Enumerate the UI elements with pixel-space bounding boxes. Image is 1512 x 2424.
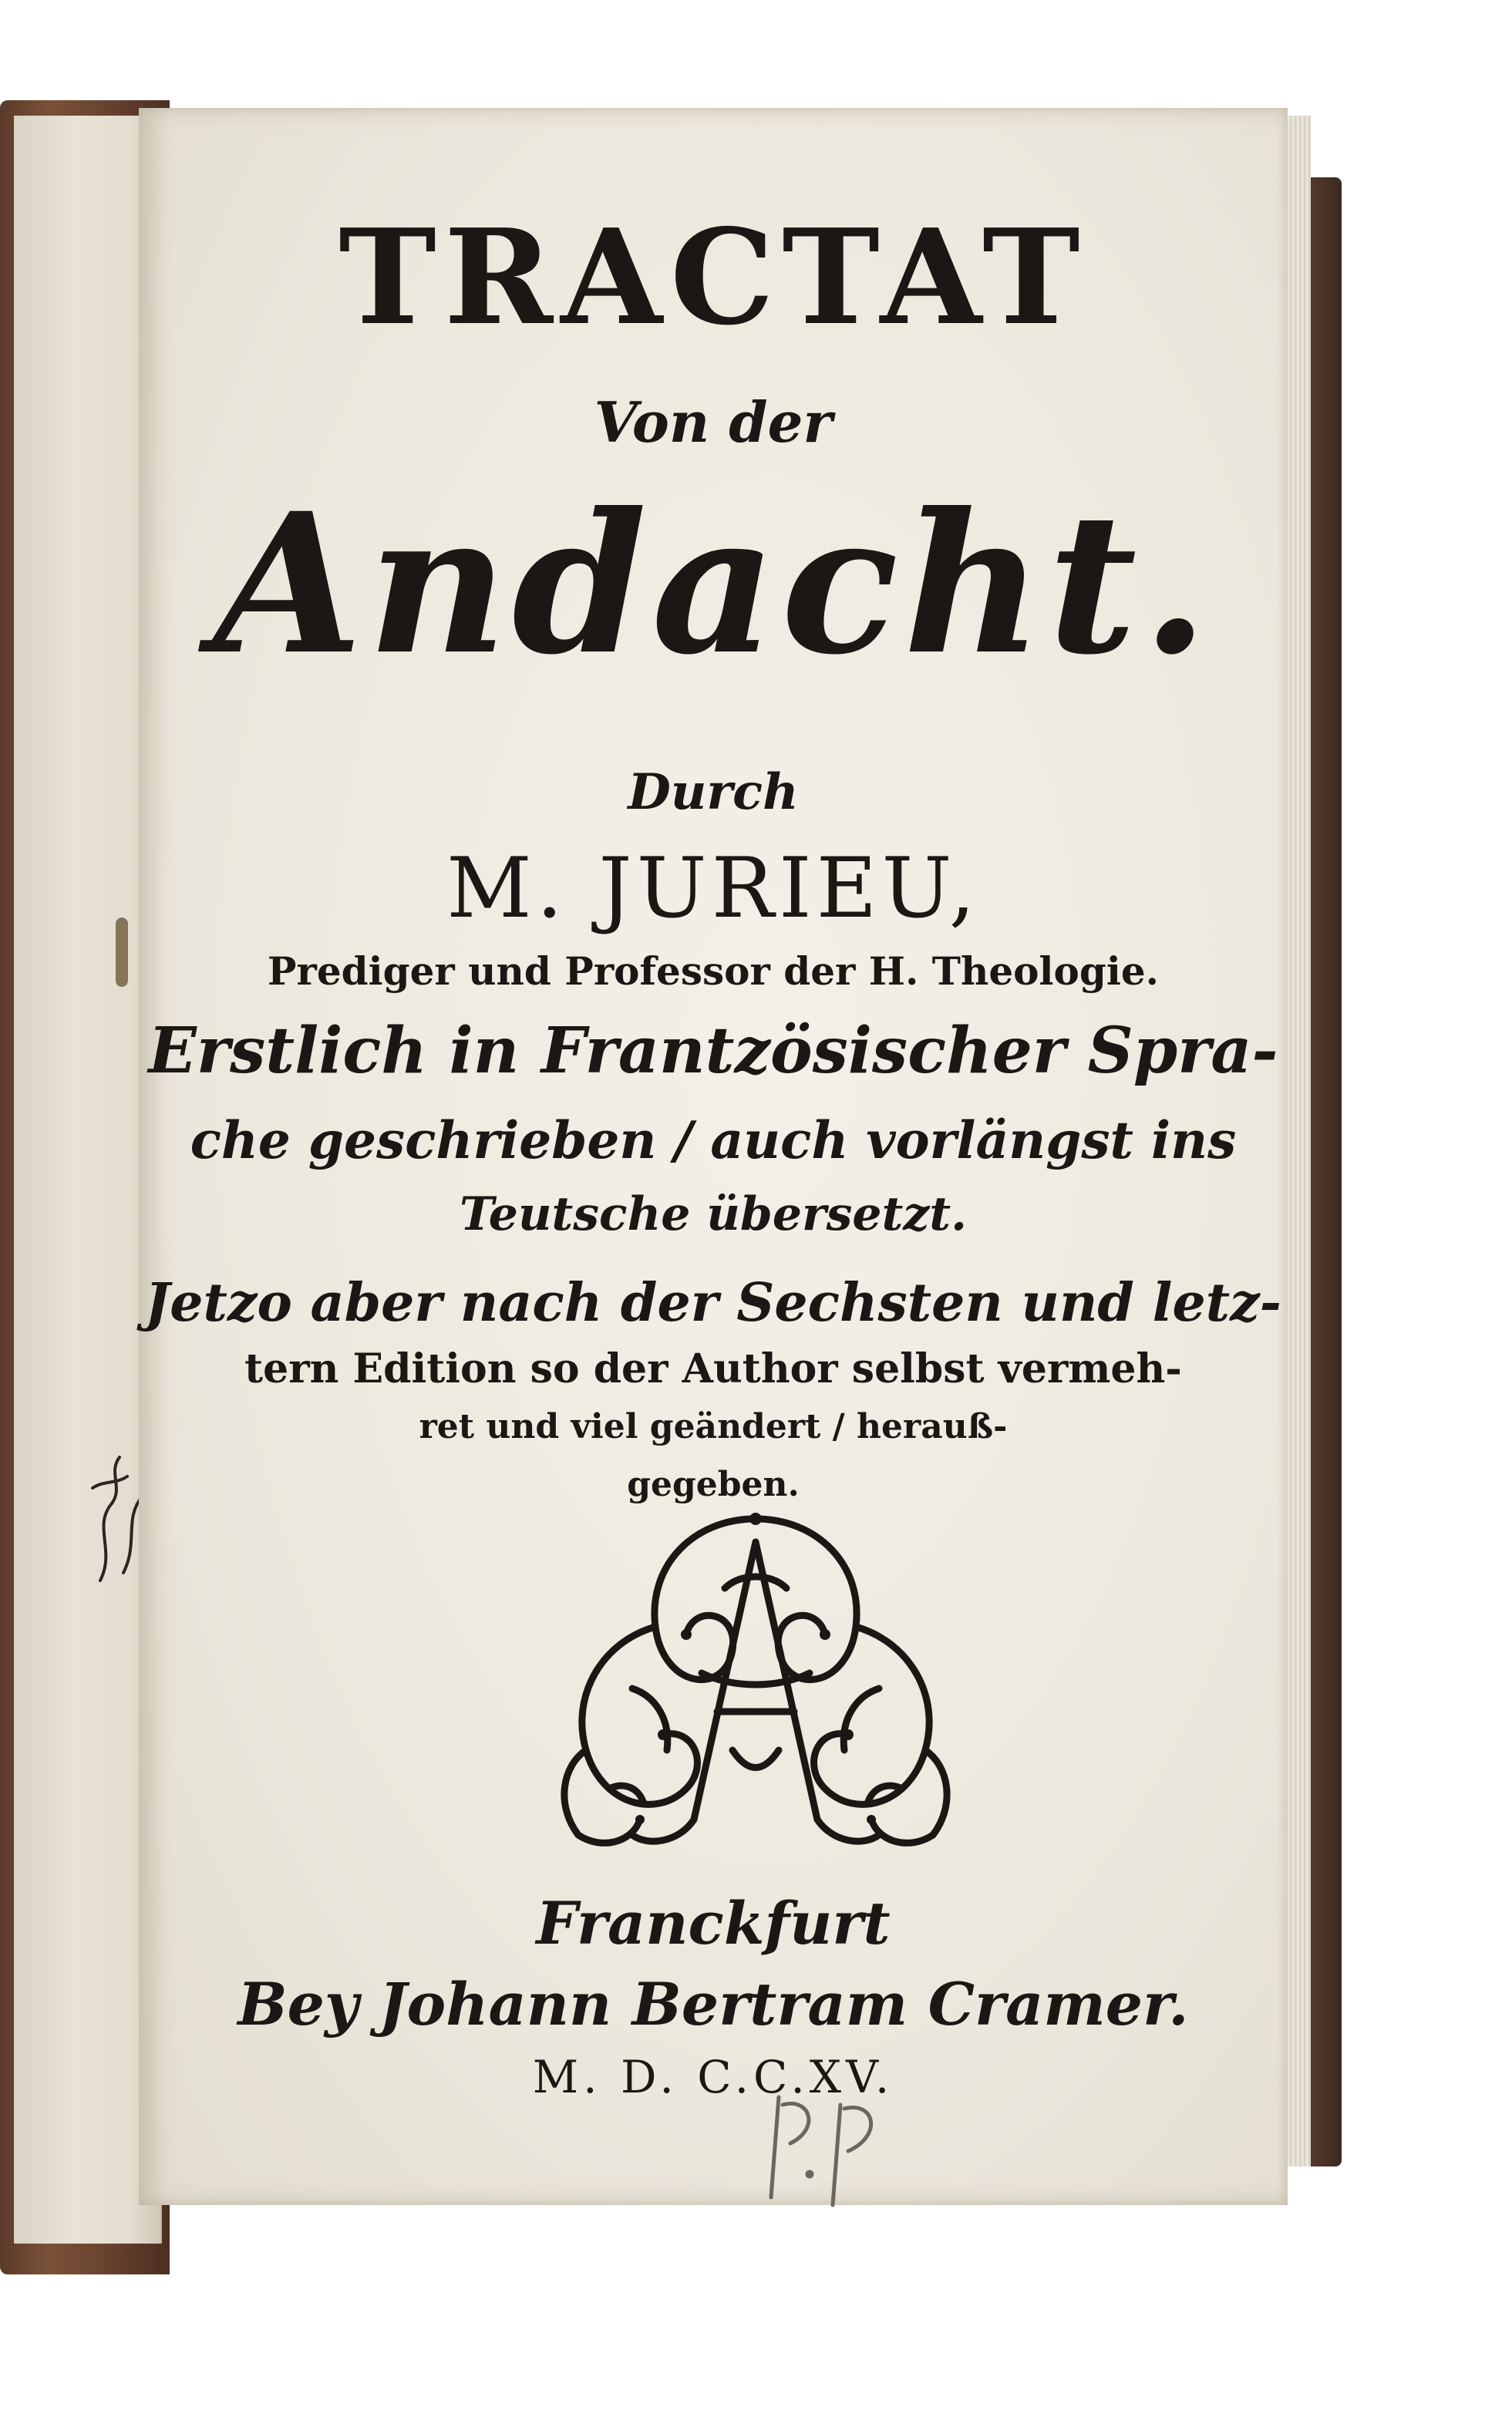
printer-monogram-ornament: [540, 1496, 972, 1858]
by-label: Durch: [628, 763, 799, 821]
description-line: che geschrieben / auch vorlängst ins: [190, 1110, 1237, 1170]
imprint-printer: Bey Johann Bertram Cramer.: [237, 1970, 1189, 2039]
paper-fold-mark: [116, 917, 128, 987]
subtitle-prefix: Von der: [594, 389, 833, 455]
description-line: Teutsche übersetzt.: [460, 1187, 967, 1241]
description-line: gegeben.: [627, 1465, 800, 1504]
book-title: TRACTAT: [338, 200, 1088, 355]
subtitle-main: Andacht.: [213, 470, 1214, 697]
pencil-annotation: [748, 2082, 902, 2213]
imprint-place: Franckfurt: [536, 1889, 891, 1958]
description-line: Jetzo aber nach der Sechsten und letz-: [145, 1272, 1281, 1334]
description-line: ret und viel geändert / herauß-: [419, 1407, 1008, 1446]
author-role: Prediger und Professor der H. Theologie.: [267, 948, 1160, 994]
title-page: [139, 108, 1288, 2205]
imprint-date: M. D. C.C.XV.: [532, 2051, 894, 2103]
author-name: M. JURIEU,: [446, 840, 980, 937]
description-line: Erstlich in Frantzösischer Spra-: [148, 1014, 1278, 1088]
description-line: tern Edition so der Author selbst vermeh-: [244, 1345, 1182, 1392]
